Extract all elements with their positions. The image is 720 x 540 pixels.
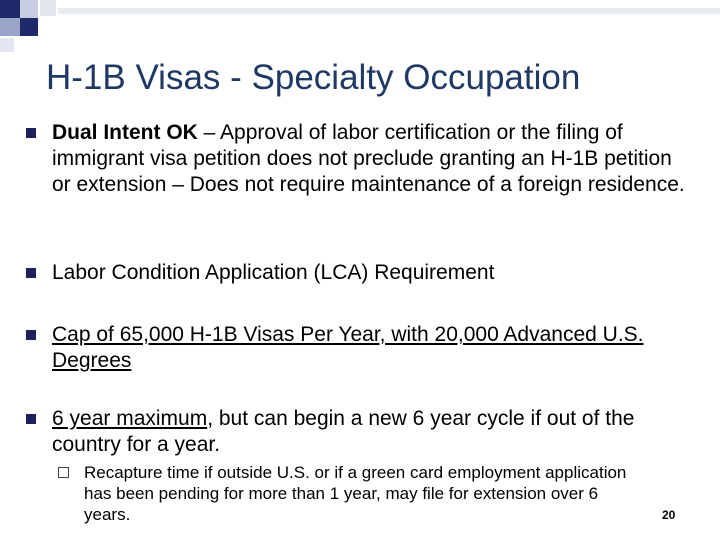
square-bullet-icon — [26, 414, 36, 424]
bullet-text — [52, 120, 692, 198]
bullet-rest: , but can begin a new 6 year cycle if out of the country for a year. — [52, 407, 635, 456]
square-bullet-icon — [26, 128, 36, 138]
bullet-underlined: 6 year maximum — [52, 407, 208, 430]
hollow-square-bullet-icon — [58, 467, 69, 478]
bullet-lead: Dual Intent OK — [52, 121, 198, 144]
header-decoration-graphic — [0, 0, 720, 60]
page-number: 20 — [662, 508, 676, 522]
bullet-rest: – Approval of labor certification or the filing of immigrant visa petition does not preclude granting an H-1B petition or extension – Does not require maintenance of a foreign residence. — [52, 121, 685, 196]
bullet-text: Labor Condition Application (LCA) Requirement — [52, 261, 495, 284]
square-bullet-icon — [26, 268, 36, 278]
slide-title: H-1B Visas - Specialty Occupation — [46, 58, 581, 97]
bullet-text: Cap of 65,000 H-1B Visas Per Year, with 20,000 Advanced U.S. Degrees — [52, 323, 644, 372]
square-bullet-icon — [26, 330, 36, 340]
bullet-text — [52, 406, 692, 458]
header-decoration — [0, 0, 720, 60]
sub-bullet-text: Recapture time if outside U.S. or if a green card employment application has been pending for more than 1 year, may file for extension over 6 years. — [84, 463, 627, 524]
